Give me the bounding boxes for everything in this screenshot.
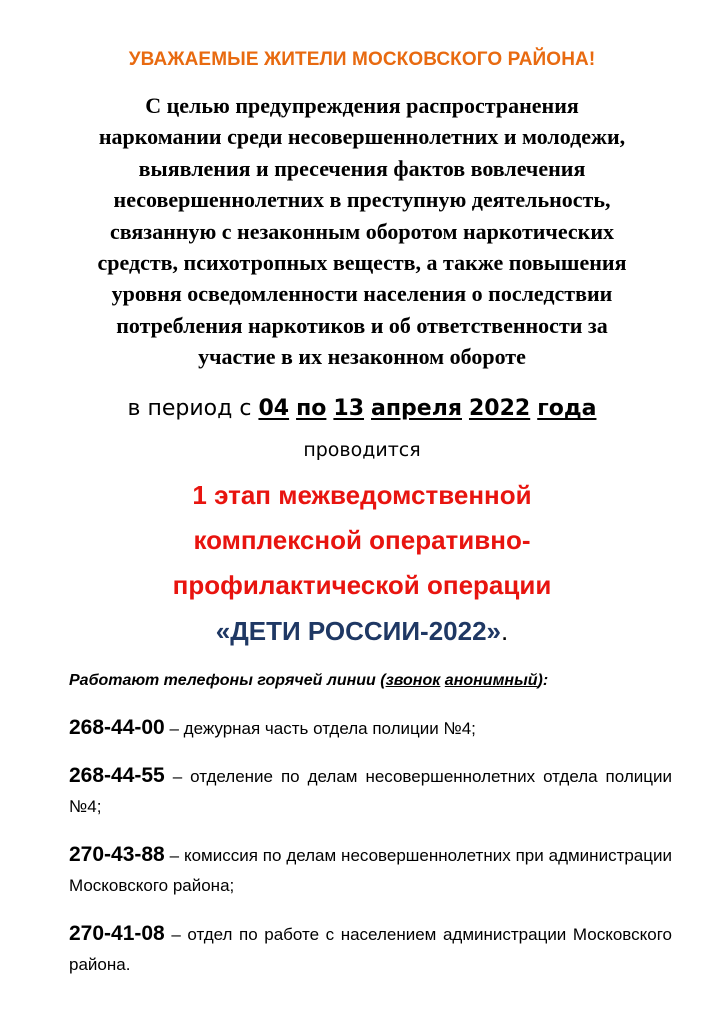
operation-name <box>0 616 724 647</box>
period-month: апреля <box>371 396 462 421</box>
phone-description: – дежурная часть отдела полиции №4; <box>164 719 476 738</box>
operation-line: комплексной оперативно- <box>193 525 531 555</box>
phone-number: 268-44-00 <box>69 716 165 739</box>
phone-entry <box>69 713 672 744</box>
intro-line: наркомании среди несовершеннолетних и молодежи, <box>98 124 626 150</box>
operation-name-dot: . <box>501 616 509 646</box>
intro-paragraph <box>62 90 662 373</box>
intro-line: выявления и пресечения фактов вовлечения <box>138 155 586 181</box>
hotline-tail: ): <box>537 672 549 689</box>
period-start-day: 04 <box>258 396 290 421</box>
phone-description: – комиссия по делам несовершеннолетних при администрации Московского района; <box>69 846 672 895</box>
intro-line: уровня осведомленности населения о последствии <box>111 281 613 307</box>
intro-line: потребления наркотиков и об ответственности за <box>116 312 608 338</box>
phone-entry <box>69 840 672 901</box>
period-year: 2022 <box>468 396 531 421</box>
intro-line: участие в их незаконном обороте <box>198 344 526 370</box>
phone-number: 270-41-08 <box>69 922 165 945</box>
phone-entry <box>69 919 672 980</box>
notice-heading: УВАЖАЕМЫЕ ЖИТЕЛИ МОСКОВСКОГО РАЙОНА! <box>128 49 596 70</box>
period-line <box>0 396 724 421</box>
hotline-intro <box>69 672 548 690</box>
period-to: по <box>296 396 327 421</box>
intro-line: С целью предупреждения распространения <box>145 93 579 118</box>
phone-number: 270-43-88 <box>69 843 165 866</box>
conducted-text: проводится <box>303 439 421 461</box>
intro-line: несовершеннолетних в преступную деятельность, <box>113 187 611 213</box>
intro-line: связанную с незаконным оборотом наркотических <box>110 218 614 244</box>
operation-line: 1 этап межведомственной <box>192 480 532 510</box>
phone-entry <box>69 761 672 822</box>
operation-title <box>0 473 724 608</box>
period-end-day: 13 <box>333 396 365 421</box>
intro-line: средств, психотропных веществ, а также повышения <box>97 250 627 276</box>
operation-line: профилактической операции <box>172 570 552 600</box>
period-prefix: в период с <box>127 396 252 421</box>
hotline-word-anonymous: анонимный <box>444 672 538 689</box>
phone-number: 268-44-55 <box>69 764 165 787</box>
phone-description: – отдел по работе с населением администрации Московского района. <box>69 925 672 974</box>
hotline-lead: Работают телефоны горячей линии ( <box>69 672 386 689</box>
operation-name-text: «ДЕТИ РОССИИ-2022» <box>215 616 501 646</box>
phone-description: – отделение по делам несовершеннолетних отдела полиции №4; <box>69 767 672 816</box>
period-year-word: года <box>537 396 597 421</box>
hotline-word-call: звонок <box>385 672 441 689</box>
